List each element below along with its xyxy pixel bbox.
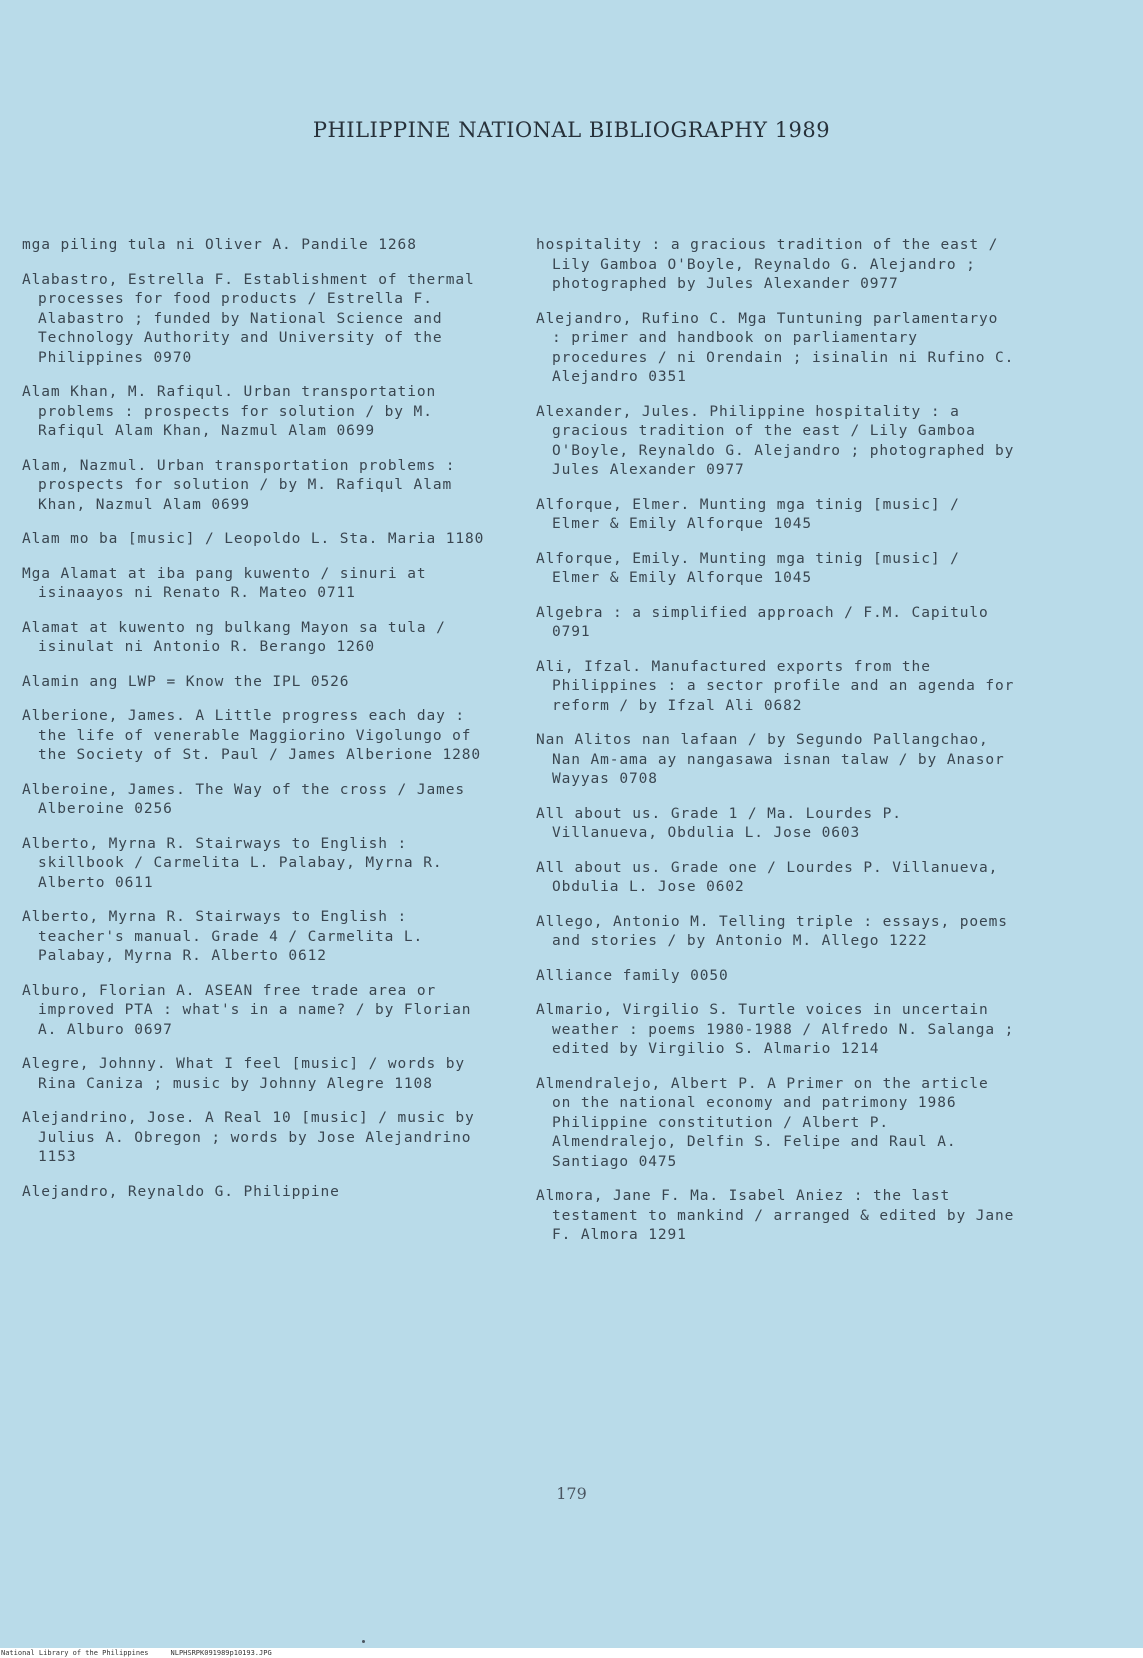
bibliography-entry: mga piling tula ni Oliver A. Pandile 1268 [22,237,417,253]
bibliography-entry: Alabastro, Estrella F. Establishment of thermal processes for food products / Estrella F. Alabastro ; funded by National Science and Technology Authority and University of the Philippines 0970 [22,271,475,366]
bibliography-entry: Alforque, Elmer. Munting mga tinig [music] / Elmer & Emily Alforque 1045 [536,496,960,532]
bibliography-entry: Almario, Virgilio S. Turtle voices in uncertain weather : poems 1980-1988 / Alfredo N. Salanga ; edited by Virgilio S. Almario 1214 [536,1002,1015,1057]
bibliography-entry: Alforque, Emily. Munting mga tinig [music] / Elmer & Emily Alforque 1045 [536,550,960,586]
bibliography-entry: Alberto, Myrna R. Stairways to English : teacher's manual. Grade 4 / Carmelita L. Palabay, Myrna R. Alberto 0612 [22,909,424,964]
bibliography-entry: Allego, Antonio M. Telling triple : essays, poems and stories / by Antonio M. Allego 1222 [536,913,1008,949]
page-number: 179 [556,1484,587,1503]
bibliography-entry: Alburo, Florian A. ASEAN free trade area or improved PTA : what's in a name? / by Florian A. Alburo 0697 [22,982,472,1038]
bibliography-entry: Alam mo ba [music] / Leopoldo L. Sta. Maria 1180 [22,531,485,547]
bibliography-entry: All about us. Grade one / Lourdes P. Villanueva, Obdulia L. Jose 0602 [536,859,999,895]
footer-file: NLPHSRPK091989p10193.JPG [170,1649,272,1657]
bibliography-entry: Ali, Ifzal. Manufactured exports from the Philippines : a sector profile and an agenda for reform / by Ifzal Ali 0682 [536,658,1015,714]
bibliography-entry: Alejandrino, Jose. A Real 10 [music] / music by Julius A. Obregon ; words by Jose Alejandrino 1153 [22,1110,475,1165]
bibliography-entry: Alberoine, James. The Way of the cross / James Alberoine 0256 [22,781,465,817]
bibliography-entry: hospitality : a gracious tradition of the east / Lily Gamboa O'Boyle, Reynaldo G. Alejandro ; photographed by Jules Alexander 0977 [536,237,999,292]
bibliography-entry: Mga Alamat at iba pang kuwento / sinuri at isinaayos ni Renato R. Mateo 0711 [22,565,427,601]
scan-mark [362,1640,365,1643]
bibliography-entry: Alberione, James. A Little progress each day : the life of venerable Maggiorino Vigolungo of the Society of St. Paul / James Alberione 1280 [22,708,481,763]
bibliography-entry: Alegre, Johnny. What I feel [music] / words by Rina Caniza ; music by Johnny Alegre 1108 [22,1056,465,1092]
right-column [536,236,1016,1261]
bibliography-entry: Alamin ang LWP = Know the IPL 0526 [22,673,350,690]
bibliography-entry: Alliance family 0050 [536,967,729,984]
bibliography-entry: Nan Alitos nan lafaan / by Segundo Pallangchao, Nan Am-ama ay nangasawa isnan talaw / by Anasor Wayyas 0708 [536,732,1005,787]
page-title: PHILIPPINE NATIONAL BIBLIOGRAPHY 1989 [312,118,831,142]
left-column [22,236,492,1217]
bibliography-entry: Algebra : a simplified approach / F.M. Capitulo 0791 [536,604,989,640]
bibliography-entry: Almendralejo, Albert P. A Primer on the article on the national economy and patrimony 1986 Philippine constitution / Albert P. Almendralejo, Delfin S. Felipe and Raul A. Santiago 0475 [536,1075,989,1170]
bibliography-entry: Alberto, Myrna R. Stairways to English : skillbook / Carmelita L. Palabay, Myrna R. Alberto 0611 [22,835,443,891]
bibliography-entry: Almora, Jane F. Ma. Isabel Aniez : the last testament to mankind / arranged & edited by Jane F. Almora 1291 [536,1188,1015,1243]
bibliography-entry: Alexander, Jules. Philippine hospitality : a gracious tradition of the east / Lily Gamboa O'Boyle, Reynaldo G. Alejandro ; photographed by Jules Alexander 0977 [536,403,1015,478]
bibliography-entry: All about us. Grade 1 / Ma. Lourdes P. Villanueva, Obdulia L. Jose 0603 [536,805,902,841]
bibliography-entry: Alam Khan, M. Rafiqul. Urban transportation problems : prospects for solution / by M. Rafiqul Alam Khan, Nazmul Alam 0699 [22,384,437,439]
bibliography-entry: Alamat at kuwento ng bulkang Mayon sa tula / isinulat ni Antonio R. Berango 1260 [22,619,446,655]
bibliography-entry: Alejandro, Rufino C. Mga Tuntuning parlamentaryo : primer and handbook on parliamentary procedures / ni Orendain ; isinalin ni Rufino C. Alejandro 0351 [536,310,1015,385]
bibliography-entry: Alam, Nazmul. Urban transportation problems : prospects for solution / by M. Rafiqul Alam Khan, Nazmul Alam 0699 [22,457,456,513]
footer-library: National Library of the Philippines [1,1649,149,1657]
bibliography-entry: Alejandro, Reynaldo G. Philippine [22,1183,340,1200]
scan-footer [0,1648,1143,1658]
